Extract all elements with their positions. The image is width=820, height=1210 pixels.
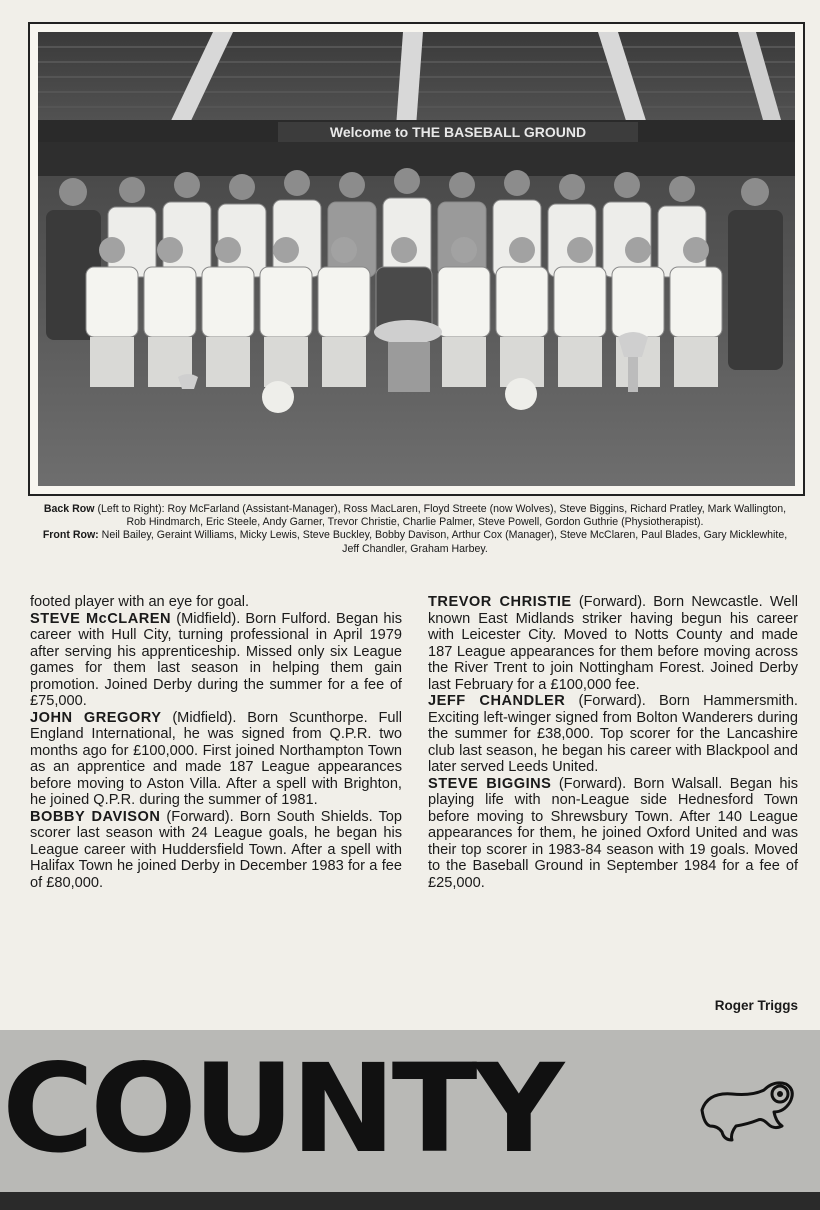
player-bio: (Forward). Born South Shields. Top scorer last season with 24 League goals, he began his League career with Huddersfield Town. After a spell with Halifax Town he joined Derby in December 1983 for a fee of £80,000. [30,808,403,891]
player-bio: (Forward). Born Hammersmith. Exciting left-winger signed from Bolton Wanderers during the summer for £38,000. Top scorer for the Lancashire club last season, he began his career with Blackpool and later served Leeds United. [428,693,798,775]
team-photo [38,32,795,486]
player-bio: (Midfield). Born Scunthorpe. Full England International, he was signed from Q.P.R. two months ago for £100,000. First joined Northampton Town as an apprentice and made 187 League appearances before moving to Aston Villa. After a spell with Brighton, he joined Q.P.R. during the summer of 1981. [30,709,402,808]
player-entry [30,611,402,710]
player-bio: (Midfield). Born Fulford. Began his career with Hull City, turning professional in April 1979 after serving his apprenticeship. Missed only six League games for them last season in helping them gain promotion. Joined Derby during the summer for a fee of £75,000. [30,610,402,709]
bottom-strip [0,1192,820,1210]
player-entry [428,594,798,693]
right-column [428,594,798,891]
caption-back-row [40,503,790,529]
county-banner [0,1030,820,1192]
player-name: STEVE McCLAREN [30,610,172,627]
player-name: JEFF CHANDLER [428,693,566,709]
player-name: BOBBY DAVISON [30,808,161,825]
player-name: STEVE BIGGINS [428,775,552,792]
back-row-text: (Left to Right): Roy McFarland (Assistant-Manager), Ross MacLaren, Floyd Streete (now Wolves), Steve Biggins, Richard Pratley, Mark Wallington, Rob Hindmarch, Eric Steele, Andy Garner, Trevor Christie, Charlie Palmer, Steve Powell, Gordon Guthrie (Physiotherapist). [94,503,787,529]
front-row-text: Neil Bailey, Geraint Williams, Micky Lewis, Steve Buckley, Bobby Davison, Arthur Cox (Manager), Steve McClaren, Paul Blades, Gary Micklewhite, Jeff Chandler, Graham Harbey. [98,529,788,555]
player-entry [30,809,402,892]
front-row-label: Front Row: [42,529,99,542]
player-entry [30,710,402,809]
team-photo-frame [28,22,805,496]
ram-logo-icon [690,1070,800,1155]
stand-banner: Welcome to THE BASEBALL GROUND [329,124,587,140]
player-bio: (Forward). Born Newcastle. Well known East Midlands striker having begun his career with Leicester City. Moved to Notts County and made 187 League appearances for them before moving across the River Trent to join Nottingham Forest. Joined Derby last February for a £100,000 fee. [428,594,799,693]
left-column [30,594,402,891]
player-name: TREVOR CHRISTIE [428,594,572,610]
back-row-label: Back Row [43,503,95,515]
player-entry [428,776,798,892]
author-signature: Roger Triggs [714,998,798,1013]
player-entry [428,693,798,776]
caption-front-row [40,529,790,555]
player-bio: (Forward). Born Walsall. Began his playing life with non-League side Hednesford Town before moving to Shrewsbury Town. After 140 League appearances for them, he joined Oxford United and was their top scorer in 1983-84 season with 19 goals. Moved to the Baseball Ground in September 1984 for a fee of £25,000. [428,775,799,891]
intro-text: footed player with an eye for goal. [30,594,250,610]
photo-caption [40,503,790,556]
team-photo-image [38,32,795,486]
player-name: JOHN GREGORY [30,709,162,726]
banner-title: COUNTY [2,1038,561,1180]
